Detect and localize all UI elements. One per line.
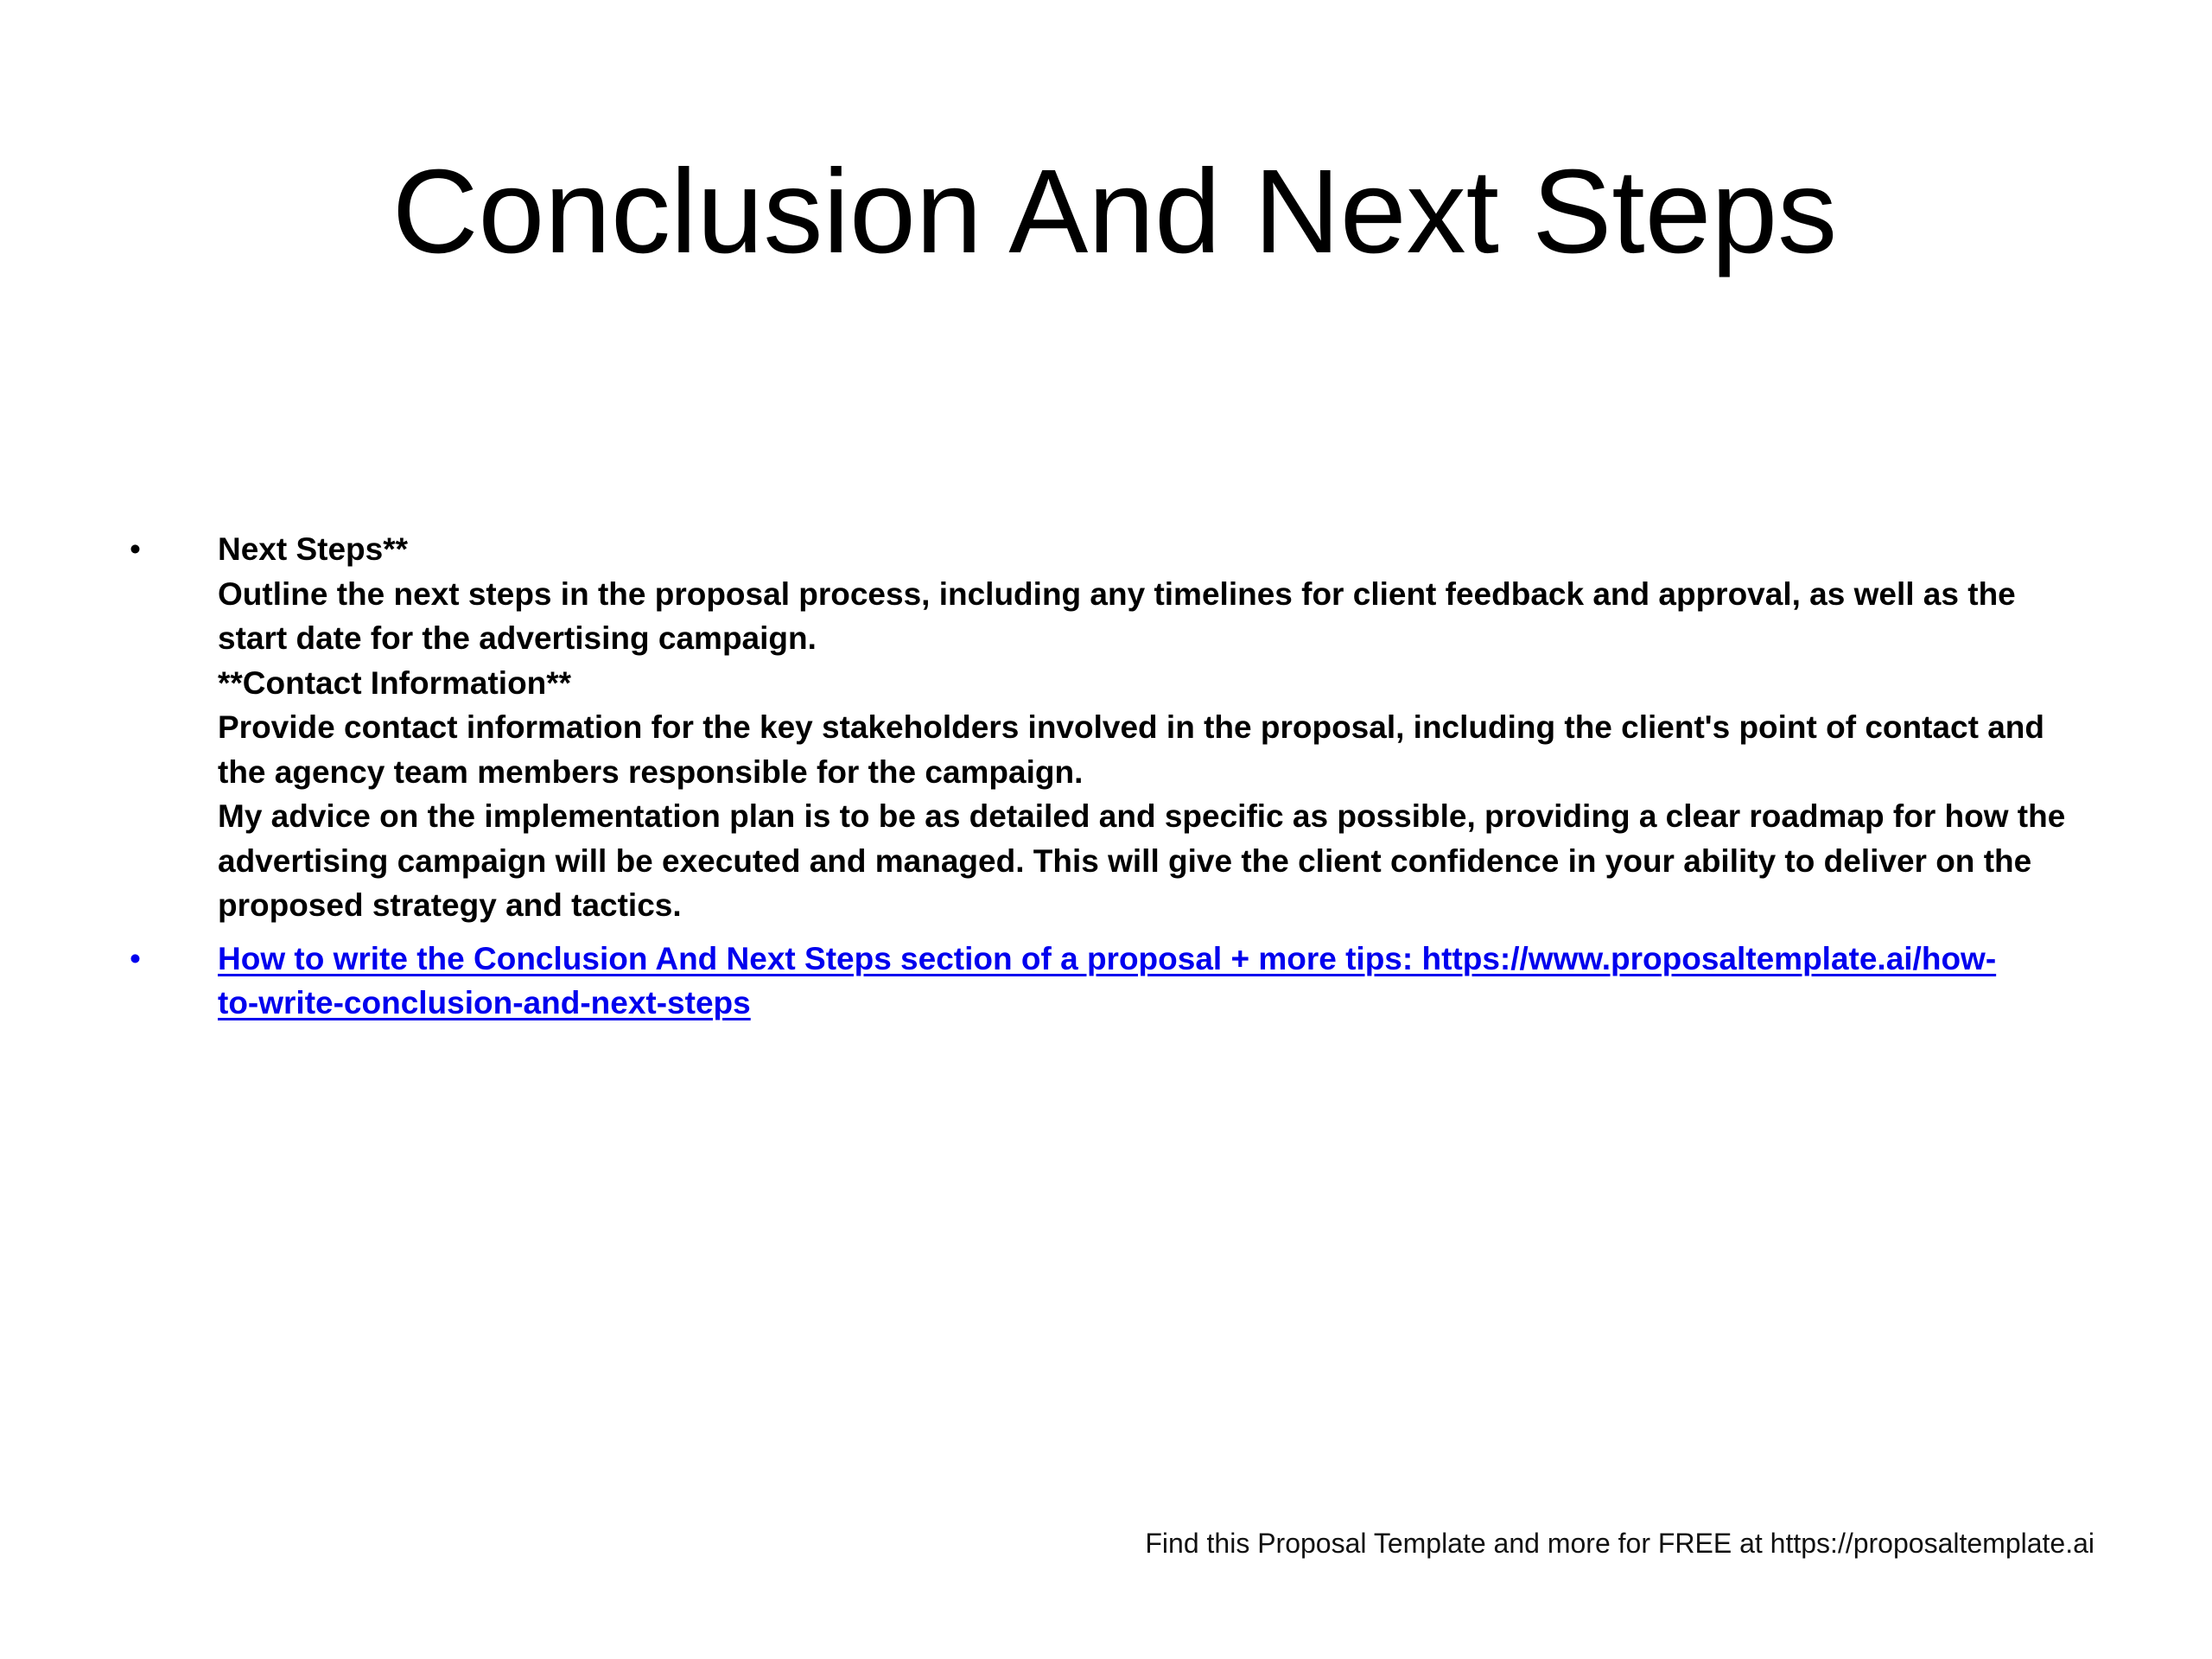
bullet-line: My advice on the implementation plan is to be as detailed and specific as possible, providing a clear roadmap for how the [218,798,2066,834]
bullet-line: the agency team members responsible for the campaign. [218,753,1084,790]
tips-link-line[interactable]: to-write-conclusion-and-next-steps [218,985,751,1020]
bullet-line: Next Steps** [218,531,409,567]
bullet-marker: • [130,940,141,976]
bullet-line: Provide contact information for the key stakeholders involved in the proposal, including the client's point of contact and [218,709,2044,745]
bullet-marker: • [130,531,141,567]
bullet-list [130,527,2117,1026]
bullet-item-link [130,937,2117,1026]
bullet-item-next-steps [130,527,2117,928]
bullet-line: **Contact Information** [218,664,572,701]
bullet-line: start date for the advertising campaign. [218,620,817,656]
bullet-line: proposed strategy and tactics. [218,887,682,923]
bullet-line: advertising campaign will be executed and managed. This will give the client confidence in your ability to deliver on the [218,842,2032,879]
footer-note: Find this Proposal Template and more for FREE at https://proposaltemplate.ai [1145,1528,2094,1559]
bullet-line: Outline the next steps in the proposal process, including any timelines for client feedback and approval, as well as the [218,575,2016,612]
slide-title: Conclusion And Next Steps [391,145,1838,278]
tips-link-line[interactable]: How to write the Conclusion And Next Steps section of a proposal + more tips: https://www.proposaltemplate.ai/how- [218,940,1997,976]
